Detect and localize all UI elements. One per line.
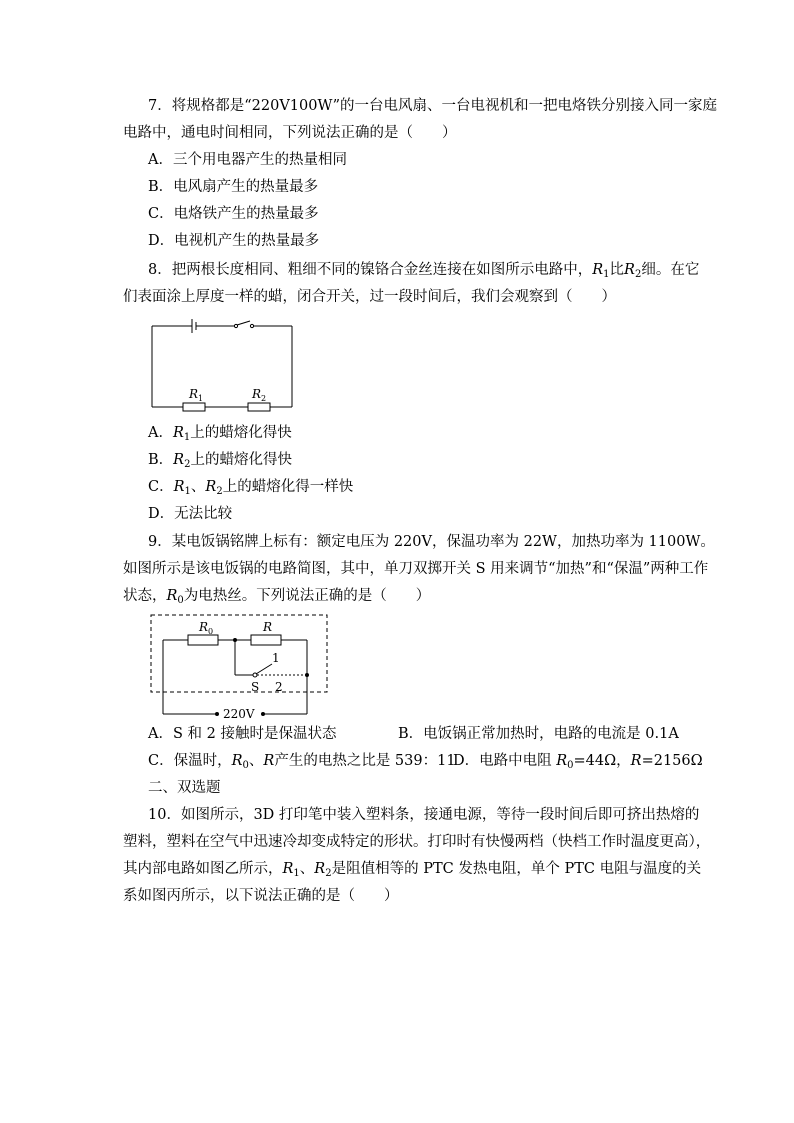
resistor-r0: [188, 635, 218, 645]
terminal-dot-left: [215, 712, 219, 716]
q8-circuit-diagram: [140, 312, 310, 416]
label-220v: 220V: [223, 707, 255, 721]
q7-stem-line1: 7．将规格都是“220V100W”的一台电风扇、一台电视机和一把电烙铁分别接入同一家庭: [148, 98, 718, 114]
q8-option-c: C．$R_1$、$R_2$上的蜡熔化得一样快: [148, 479, 354, 497]
label-r: R: [263, 620, 273, 634]
q10-stem-line2: 塑料，塑料在空气中迅速冷却变成特定的形状。打印时有快慢两档（快档工作时温度更高），: [123, 834, 711, 850]
switch-blade: [237, 321, 250, 325]
switch-contact: [250, 324, 253, 327]
q9-option-a: A．S 和 2 接触时是保温状态: [148, 726, 337, 742]
q10-stem-line3: 其内部电路如图乙所示，$R_1$、$R_2$是阻值相等的 PTC 发热电阻，单个 PTC 电阻与温度的关: [123, 861, 702, 879]
q7-option-c: C．电烙铁产生的热量最多: [148, 206, 319, 222]
q8-stem-line2: 们表面涂上厚度一样的蜡，闭合开关，过一段时间后，我们会观察到（ ）: [123, 289, 616, 305]
q7-option-a: A．三个用电器产生的热量相同: [148, 152, 347, 168]
q9-circuit-diagram: [145, 612, 335, 722]
q7-stem-line2: 电路中，通电时间相同，下列说法正确的是（ ）: [123, 125, 457, 141]
q9-option-c: C．保温时，$R_0$、R产生的电热之比是 539：11: [148, 753, 456, 771]
resistor-r: [251, 635, 281, 645]
label-r2: $R_2$: [252, 387, 267, 403]
q10-stem-line1: 10．如图所示，3D 打印笔中装入塑料条，接通电源，等待一段时间后即可挤出热熔的: [148, 807, 700, 823]
label-contact-2: 2: [275, 680, 283, 694]
q7-option-d: D．电视机产生的热量最多: [148, 233, 320, 249]
q8-option-a: A．$R_1$上的蜡熔化得快: [148, 425, 292, 443]
q10-stem-line4: 系如图丙所示，以下说法正确的是（ ）: [123, 888, 399, 904]
q9-stem-line1: 9．某电饭锅铭牌上标有：额定电压为 220V，保温功率为 22W，加热功率为 1100W。: [148, 534, 715, 550]
q9-option-d: D．电路中电阻 $R_0=44\Omega$，R=2156Ω: [453, 753, 703, 771]
q9-option-b: B．电饭锅正常加热时，电路的电流是 0.1A: [398, 726, 679, 742]
q8-option-b: B．$R_2$上的蜡熔化得快: [148, 452, 292, 470]
q8-option-d: D．无法比较: [148, 506, 233, 522]
terminal-dot-right: [261, 712, 265, 716]
label-r0: $R_0$: [199, 620, 214, 636]
junction-dot-1: [233, 638, 237, 642]
resistor-r2: [248, 403, 270, 411]
junction-dot-2: [305, 673, 309, 677]
q9-stem-line3: 状态，$R_0$为电热丝。下列说法正确的是（ ）: [123, 588, 431, 606]
resistor-r1: [183, 403, 205, 411]
section-title: 二、双选题: [148, 780, 221, 796]
q9-stem-line2: 如图所示是该电饭锅的电路简图，其中，单刀双掷开关 S 用来调节“加热”和“保温”两种工作: [123, 561, 709, 577]
label-switch-s: S: [251, 680, 260, 694]
label-contact-1: 1: [272, 651, 280, 665]
label-r1: $R_1$: [189, 387, 204, 403]
q8-stem-line1: 8．把两根长度相同、粗细不同的镍铬合金丝连接在如图所示电路中，$R_1$比$R_2$细。在它: [148, 262, 700, 280]
q7-option-b: B．电风扇产生的热量最多: [148, 179, 319, 195]
appliance-boundary: [151, 615, 327, 692]
switch-s-blade: [256, 664, 272, 674]
